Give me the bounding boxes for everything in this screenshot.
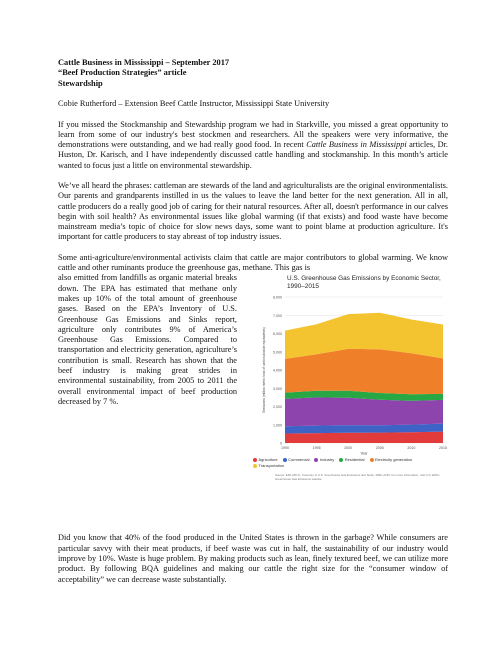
chart-source-note: Source: EPA (2017), Inventory of U.S. Greenhouse Gas Emissions and Sinks: 1990–2015. For more information, visit U.S. EPA’s Greenhouse Gas Emissions website. bbox=[275, 473, 440, 481]
x-tick-label: 2000 bbox=[344, 446, 353, 451]
legend-label: Electricity generation bbox=[375, 457, 413, 463]
chart-title: U.S. Greenhouse Gas Emissions by Economic Sector, 1990–2015 bbox=[287, 275, 441, 290]
y-tick-label: 2,000 bbox=[273, 405, 282, 410]
legend-item bbox=[314, 457, 334, 463]
paragraph-food-waste: Did you know that 40% of the food produced in the United States is thrown in the garbage? While consumers are particular savvy with their meat products, if beef waste was cut in half, the sustainability of our industry would improve by 10%. Waste is huge problem. By making products such as lean, finely textured beef, we can utilize more product. By following BQA guidelines and making our cattle the right size for the “consumer window of acceptability” we can decrease waste substantially. bbox=[58, 533, 448, 584]
paragraph-methane-top: Some anti-agriculture/environmental activists claim that cattle are major contributors to global warming. We know cattle and other ruminants produce the greenhouse gas, methane. This gas is bbox=[58, 252, 448, 273]
y-tick-label: 4,000 bbox=[273, 368, 282, 373]
paragraph-intro-b: articles, Dr. Huston, Dr. Karisch, and I have independently discussed cattle handling and stockmanship. In this month’s article wanted to focus just a little on environmental stewardship. bbox=[58, 140, 448, 170]
legend-swatch bbox=[339, 458, 343, 462]
legend-label: Agriculture bbox=[258, 457, 278, 463]
article-series: “Beef Production Strategies” article bbox=[58, 68, 187, 78]
legend-label: Residential bbox=[344, 457, 365, 463]
publication-name: Cattle Business in Mississippi bbox=[306, 140, 407, 150]
legend-label: Transportation bbox=[258, 463, 285, 469]
x-tick-label: 2015 bbox=[439, 446, 447, 451]
legend-item bbox=[370, 457, 413, 463]
article-page bbox=[58, 58, 448, 585]
legend-label: Industry bbox=[319, 457, 335, 463]
y-tick-label: 8,000 bbox=[273, 295, 282, 300]
y-tick-label: 6,000 bbox=[273, 332, 282, 337]
paragraph-stewardship: We’ve all heard the phrases: cattleman are stewards of the land and agriculturalists are the original environmentalists. Our parents and grandparents instilled in us the values to leave the land better for the next generation. All in all, cattle producers do a really good job of caring for their natural resources. After all, doesn't performance in our calves begin with soil health? As environmental issues like global warming (if that exists) and food waste have become mainstream media’s topic of choice for slow news days, some want to point blame at production agriculture. It's important for cattle producers to stay abreast of top industry issues. bbox=[58, 181, 448, 242]
emissions-chart bbox=[245, 275, 448, 503]
chart-legend bbox=[253, 457, 449, 469]
y-tick-label: 3,000 bbox=[273, 387, 282, 392]
x-tick-label: 2010 bbox=[407, 446, 416, 451]
legend-label: Commercial bbox=[288, 457, 310, 463]
article-topic: Stewardship bbox=[58, 78, 103, 88]
y-tick-label: 7,000 bbox=[273, 314, 282, 319]
legend-item bbox=[253, 463, 284, 469]
x-tick-label: 1995 bbox=[312, 446, 321, 451]
y-tick-label: 0 bbox=[280, 441, 282, 446]
legend-swatch bbox=[314, 458, 318, 462]
legend-swatch bbox=[253, 458, 257, 462]
legend-swatch bbox=[253, 464, 257, 468]
y-axis-label: Emissions (million metric tons of carbon dioxide equivalents) bbox=[262, 327, 266, 413]
chart-plot bbox=[245, 275, 448, 455]
series-area-electricity-generation bbox=[285, 349, 443, 394]
author-line: Cobie Rutherford – Extension Beef Cattle Instructor, Mississippi State University bbox=[58, 99, 330, 109]
series-area-industry bbox=[285, 398, 443, 427]
y-tick-label: 1,000 bbox=[273, 423, 282, 428]
y-tick-label: 5,000 bbox=[273, 350, 282, 355]
legend-swatch bbox=[370, 458, 374, 462]
legend-item bbox=[283, 457, 310, 463]
newsletter-title: Cattle Business in Mississippi – September 2017 bbox=[58, 58, 230, 67]
paragraph-methane-rest: also emitted from landfills as organic material breaks down. The EPA has estimated that methane only makes up 10% of the total amount of greenhouse gases. Based on the EPA’s Inventory of U.S. Greenhouse Gas Emissions and Sinks report, agriculture only contributes 9% of America’s Greenhouse Gas Emissions. Compared to transportation and electricity generation, agriculture’s contribution is small. Research has shown that the beef industry is making great strides in environmental sustainability, from 2005 to 2011 the overall environmental impact of beef production decreased by 7 %. bbox=[58, 273, 237, 406]
paragraph-intro-a: If you missed the Stockmanship and Stewardship program we had in Starkville, you missed a great opportunity to learn from some of our industry's best stockmen and researchers. All the speakers were very informative, the demonstrations were outstanding, and we had really good food. In recent bbox=[58, 119, 448, 150]
paragraph-intro bbox=[58, 120, 448, 171]
x-tick-label: 2005 bbox=[375, 446, 384, 451]
legend-item bbox=[339, 457, 364, 463]
x-tick-label: 1990 bbox=[281, 446, 289, 451]
series-area-agriculture bbox=[285, 432, 443, 443]
legend-swatch bbox=[283, 458, 287, 462]
x-axis-label: Year bbox=[360, 451, 368, 456]
